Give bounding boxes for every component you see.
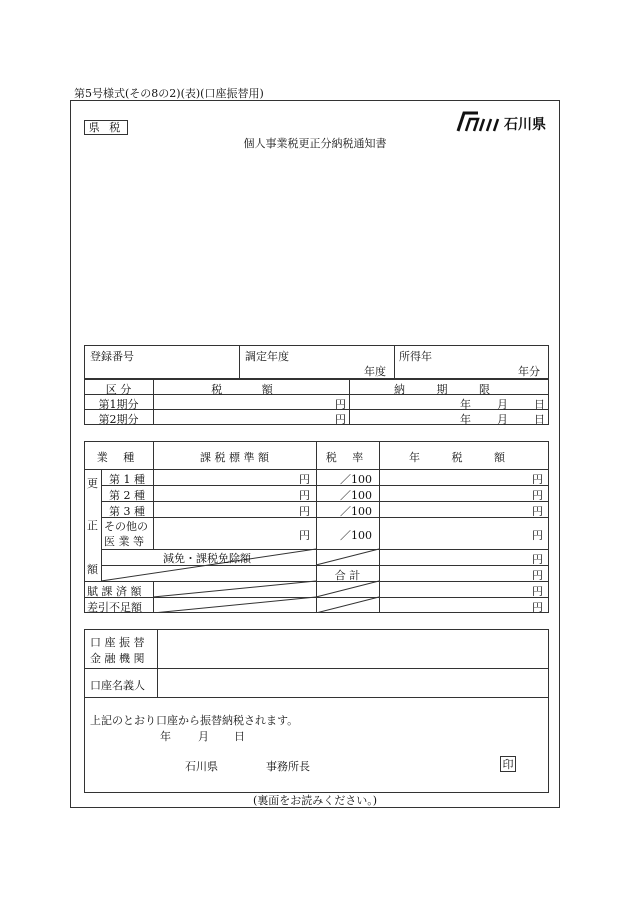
installment-day-2: 日 — [534, 413, 545, 426]
already-assessed-yen: 円 — [532, 585, 543, 598]
assessment-year-unit: 年度 — [364, 365, 386, 378]
issuer-prefecture: 石川県 — [185, 760, 218, 773]
installment-yen-1: 円 — [335, 398, 346, 411]
registration-box — [84, 345, 549, 379]
bank-institution-label-line1: 口 座 振 替 — [90, 636, 145, 649]
header-business-type: 業 種 — [96, 451, 141, 464]
rate-4: ／100 — [340, 529, 372, 542]
header-rate: 税 率 — [325, 451, 370, 464]
installment-day-1: 日 — [534, 398, 545, 411]
installment-year-1: 年 — [460, 398, 471, 411]
header-tax-amount: 税 額 — [211, 383, 291, 396]
account-holder-label: 口座名義人 — [90, 679, 145, 692]
total-label: 合 計 — [334, 569, 361, 582]
seal-stamp: 印 — [500, 756, 516, 772]
registration-number-label: 登録番号 — [90, 350, 134, 363]
rate-2: ／100 — [340, 489, 372, 502]
annual-yen-1: 円 — [532, 473, 543, 486]
bank-institution-label-line2: 金 融 機 関 — [90, 652, 145, 665]
standard-yen-1: 円 — [299, 473, 310, 486]
tax-type-box: 県 税 — [84, 120, 128, 135]
form-number: 第5号様式(その8の2)(表)(口座振替用) — [74, 87, 264, 100]
business-type-2: 第 2 種 — [109, 489, 145, 502]
divider — [239, 345, 240, 379]
business-type-1: 第 1 種 — [109, 473, 145, 486]
footer-note: (裏面をお読みください。) — [252, 794, 378, 807]
business-type-3: 第 3 種 — [109, 505, 145, 518]
date-day: 日 — [234, 730, 245, 743]
document-title: 個人事業税更正分納税通知書 — [243, 137, 387, 150]
header-due-date: 納 期 限 — [394, 383, 504, 396]
rate-3: ／100 — [340, 505, 372, 518]
exemption-yen: 円 — [532, 553, 543, 566]
side-label-revision-1: 更 — [87, 477, 98, 490]
difference-yen: 円 — [532, 601, 543, 614]
date-month: 月 — [198, 730, 209, 743]
business-type-other-line2: 医 業 等 — [104, 535, 144, 548]
installment-month-1: 月 — [497, 398, 508, 411]
standard-yen-2: 円 — [299, 489, 310, 502]
income-year-label: 所得年 — [399, 350, 432, 363]
difference-label: 差引不足額 — [87, 601, 142, 614]
divider — [394, 345, 395, 379]
side-label-revision-2: 正 — [87, 519, 98, 532]
header-annual-tax: 年 税 額 — [409, 451, 519, 464]
assessment-year-label: 調定年度 — [245, 350, 289, 363]
annual-yen-2: 円 — [532, 489, 543, 502]
header-division: 区 分 — [105, 383, 132, 396]
total-yen: 円 — [532, 569, 543, 582]
row-line — [84, 697, 549, 698]
installment-label-2: 第2期分 — [98, 413, 139, 426]
standard-yen-4: 円 — [299, 529, 310, 542]
row-line — [84, 668, 549, 669]
annual-yen-4: 円 — [532, 529, 543, 542]
header-standard-amount: 課 税 標 準 額 — [200, 451, 269, 464]
issuer-office: 事務所長 — [266, 760, 310, 773]
installment-year-2: 年 — [460, 413, 471, 426]
installment-label-1: 第1期分 — [98, 398, 139, 411]
installment-month-2: 月 — [497, 413, 508, 426]
installment-yen-2: 円 — [335, 413, 346, 426]
rate-1: ／100 — [340, 473, 372, 486]
transfer-notice: 上記のとおり口座から振替納税されます。 — [90, 714, 299, 727]
already-assessed-label: 賦 課 済 額 — [87, 585, 142, 598]
income-year-unit: 年分 — [518, 365, 540, 378]
side-label-amount: 額 — [87, 563, 98, 576]
bank-section — [84, 629, 549, 793]
col-line — [157, 629, 158, 697]
diagonal-strokes — [84, 441, 549, 613]
logo-text: 石川県 — [504, 117, 546, 133]
exemption-label: 減免・課税免除額 — [163, 552, 251, 565]
annual-yen-3: 円 — [532, 505, 543, 518]
standard-yen-3: 円 — [299, 505, 310, 518]
date-year: 年 — [160, 730, 171, 743]
business-type-other-line1: その他の — [104, 520, 148, 533]
